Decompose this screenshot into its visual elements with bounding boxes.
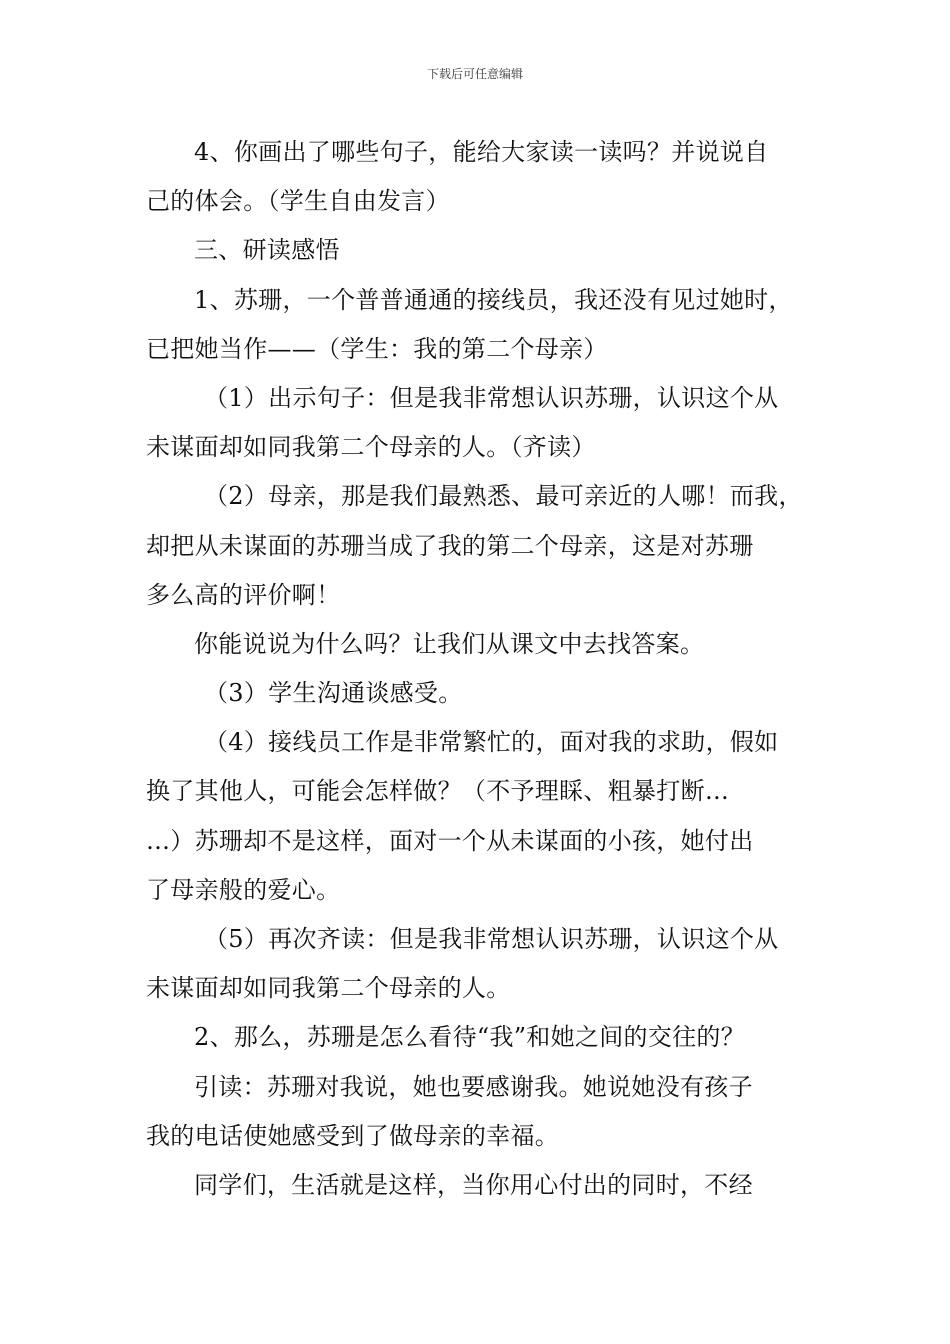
paragraph-line: 却把从未谋面的苏珊当成了我的第二个母亲，这是对苏珊 <box>146 531 754 560</box>
document-body <box>146 128 816 1210</box>
paragraph-line: （5）再次齐读：但是我非常想认识苏珊，认识这个从 <box>204 925 779 953</box>
paragraph-line: 己的体会。（学生自由发言） <box>146 187 450 216</box>
paragraph-line: 换了其他人，可能会怎样做？（不予理睬、粗暴打断… <box>146 777 730 806</box>
paragraph-line: （2）母亲，那是我们最熟悉、最可亲近的人哪！而我， <box>204 482 803 511</box>
paragraph-line: 了母亲般的爱心。 <box>146 875 341 904</box>
paragraph-line: （1）出示句子：但是我非常想认识苏珊，认识这个从 <box>204 383 779 412</box>
page-header: 下载后可任意编辑 <box>426 67 523 81</box>
paragraph-line: （3）学生沟通谈感受。 <box>204 679 463 708</box>
paragraph-line: 未谋面却如同我第二个母亲的人。（齐读） <box>146 433 596 462</box>
paragraph-line: 你能说说为什么吗？让我们从课文中去找答案。 <box>194 629 705 658</box>
paragraph-line: 2、那么，苏珊是怎么看待“我”和她之间的交往的？ <box>194 1023 746 1052</box>
paragraph-line: 已把她当作——（学生：我的第二个母亲） <box>146 334 608 363</box>
paragraph-line: 多么高的评价啊！ <box>146 580 341 609</box>
paragraph-line: 4、你画出了哪些句子，能给大家读一读吗？并说说自 <box>194 138 769 166</box>
paragraph-line: …）苏珊却不是这样，面对一个从未谋面的小孩，她付出 <box>146 826 754 855</box>
paragraph-line: 1、苏珊，一个普普通通的接线员，我还没有见过她时， <box>194 285 793 314</box>
paragraph-line: 未谋面却如同我第二个母亲的人。 <box>146 974 511 1003</box>
section-heading: 三、研读感悟 <box>194 236 340 265</box>
paragraph-line: （4）接线员工作是非常繁忙的，面对我的求助，假如 <box>204 728 779 757</box>
paragraph-line: 引读：苏珊对我说，她也要感谢我。她说她没有孩子 <box>194 1072 753 1101</box>
paragraph-line: 我的电话使她感受到了做母亲的幸福。 <box>146 1121 560 1150</box>
paragraph-line: 同学们，生活就是这样，当你用心付出的同时，不经 <box>194 1170 753 1199</box>
